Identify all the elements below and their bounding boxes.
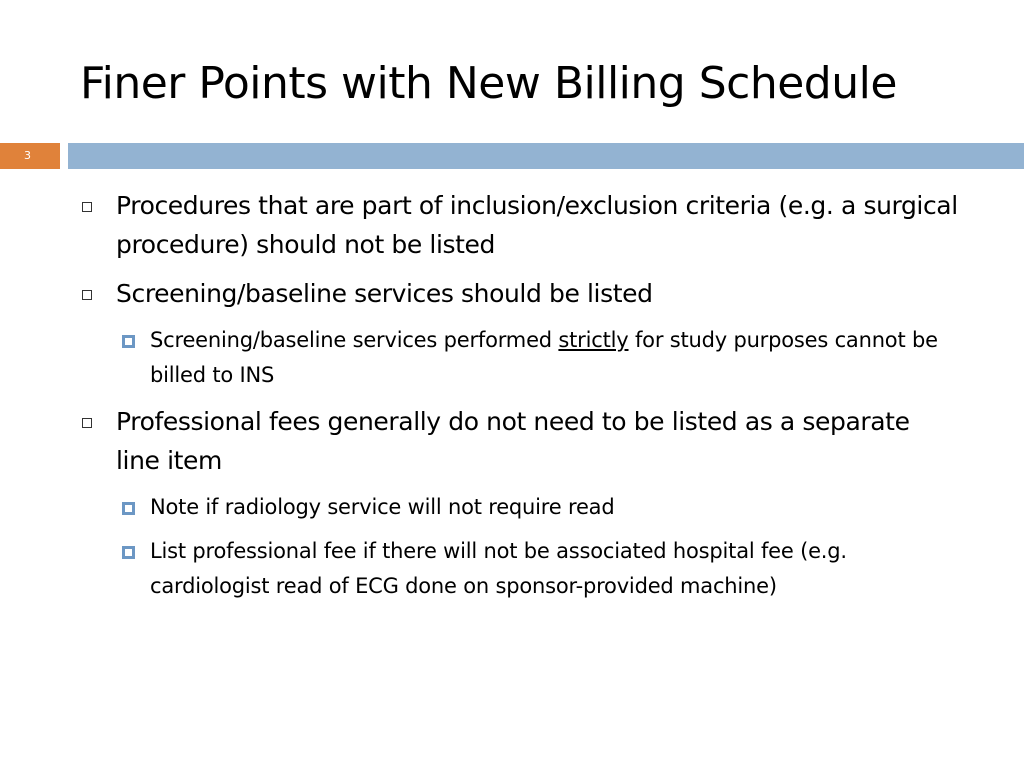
sub-bullet-text: List professional fee if there will not be associated hospital fee (e.g. cardiologist read of ECG done on sponsor-provided machine) (150, 539, 847, 598)
sub-bullet-text: Note if radiology service will not require read (150, 495, 615, 519)
filled-square-bullet-icon (122, 502, 135, 515)
filled-square-bullet-icon (122, 335, 135, 348)
hollow-square-bullet-icon (82, 290, 92, 300)
emphasized-word: strictly (558, 328, 629, 352)
sub-bullet-item (80, 323, 960, 393)
slide-number: 3 (24, 149, 31, 162)
sub-bullet-text-after: for study purposes cannot be billed to INS (150, 328, 938, 387)
bullet-item (80, 402, 960, 480)
filled-square-bullet-icon (122, 546, 135, 559)
bullet-text: Procedures that are part of inclusion/exclusion criteria (e.g. a surgical procedure) should not be listed (116, 191, 958, 259)
bullet-list (80, 186, 960, 613)
sub-bullet-text-before: Screening/baseline services performed (150, 328, 559, 352)
bullet-text: Screening/baseline services should be listed (116, 279, 653, 308)
slide-number-badge (0, 143, 60, 169)
title-divider-bar (68, 143, 1024, 169)
slide-title: Finer Points with New Billing Schedule (80, 58, 897, 109)
bullet-text: Professional fees generally do not need to be listed as a separate line item (116, 407, 910, 475)
hollow-square-bullet-icon (82, 202, 92, 212)
sub-bullet-item (80, 534, 960, 604)
bullet-item (80, 186, 960, 264)
bullet-item (80, 274, 960, 313)
sub-bullet-item (80, 490, 960, 525)
hollow-square-bullet-icon (82, 418, 92, 428)
